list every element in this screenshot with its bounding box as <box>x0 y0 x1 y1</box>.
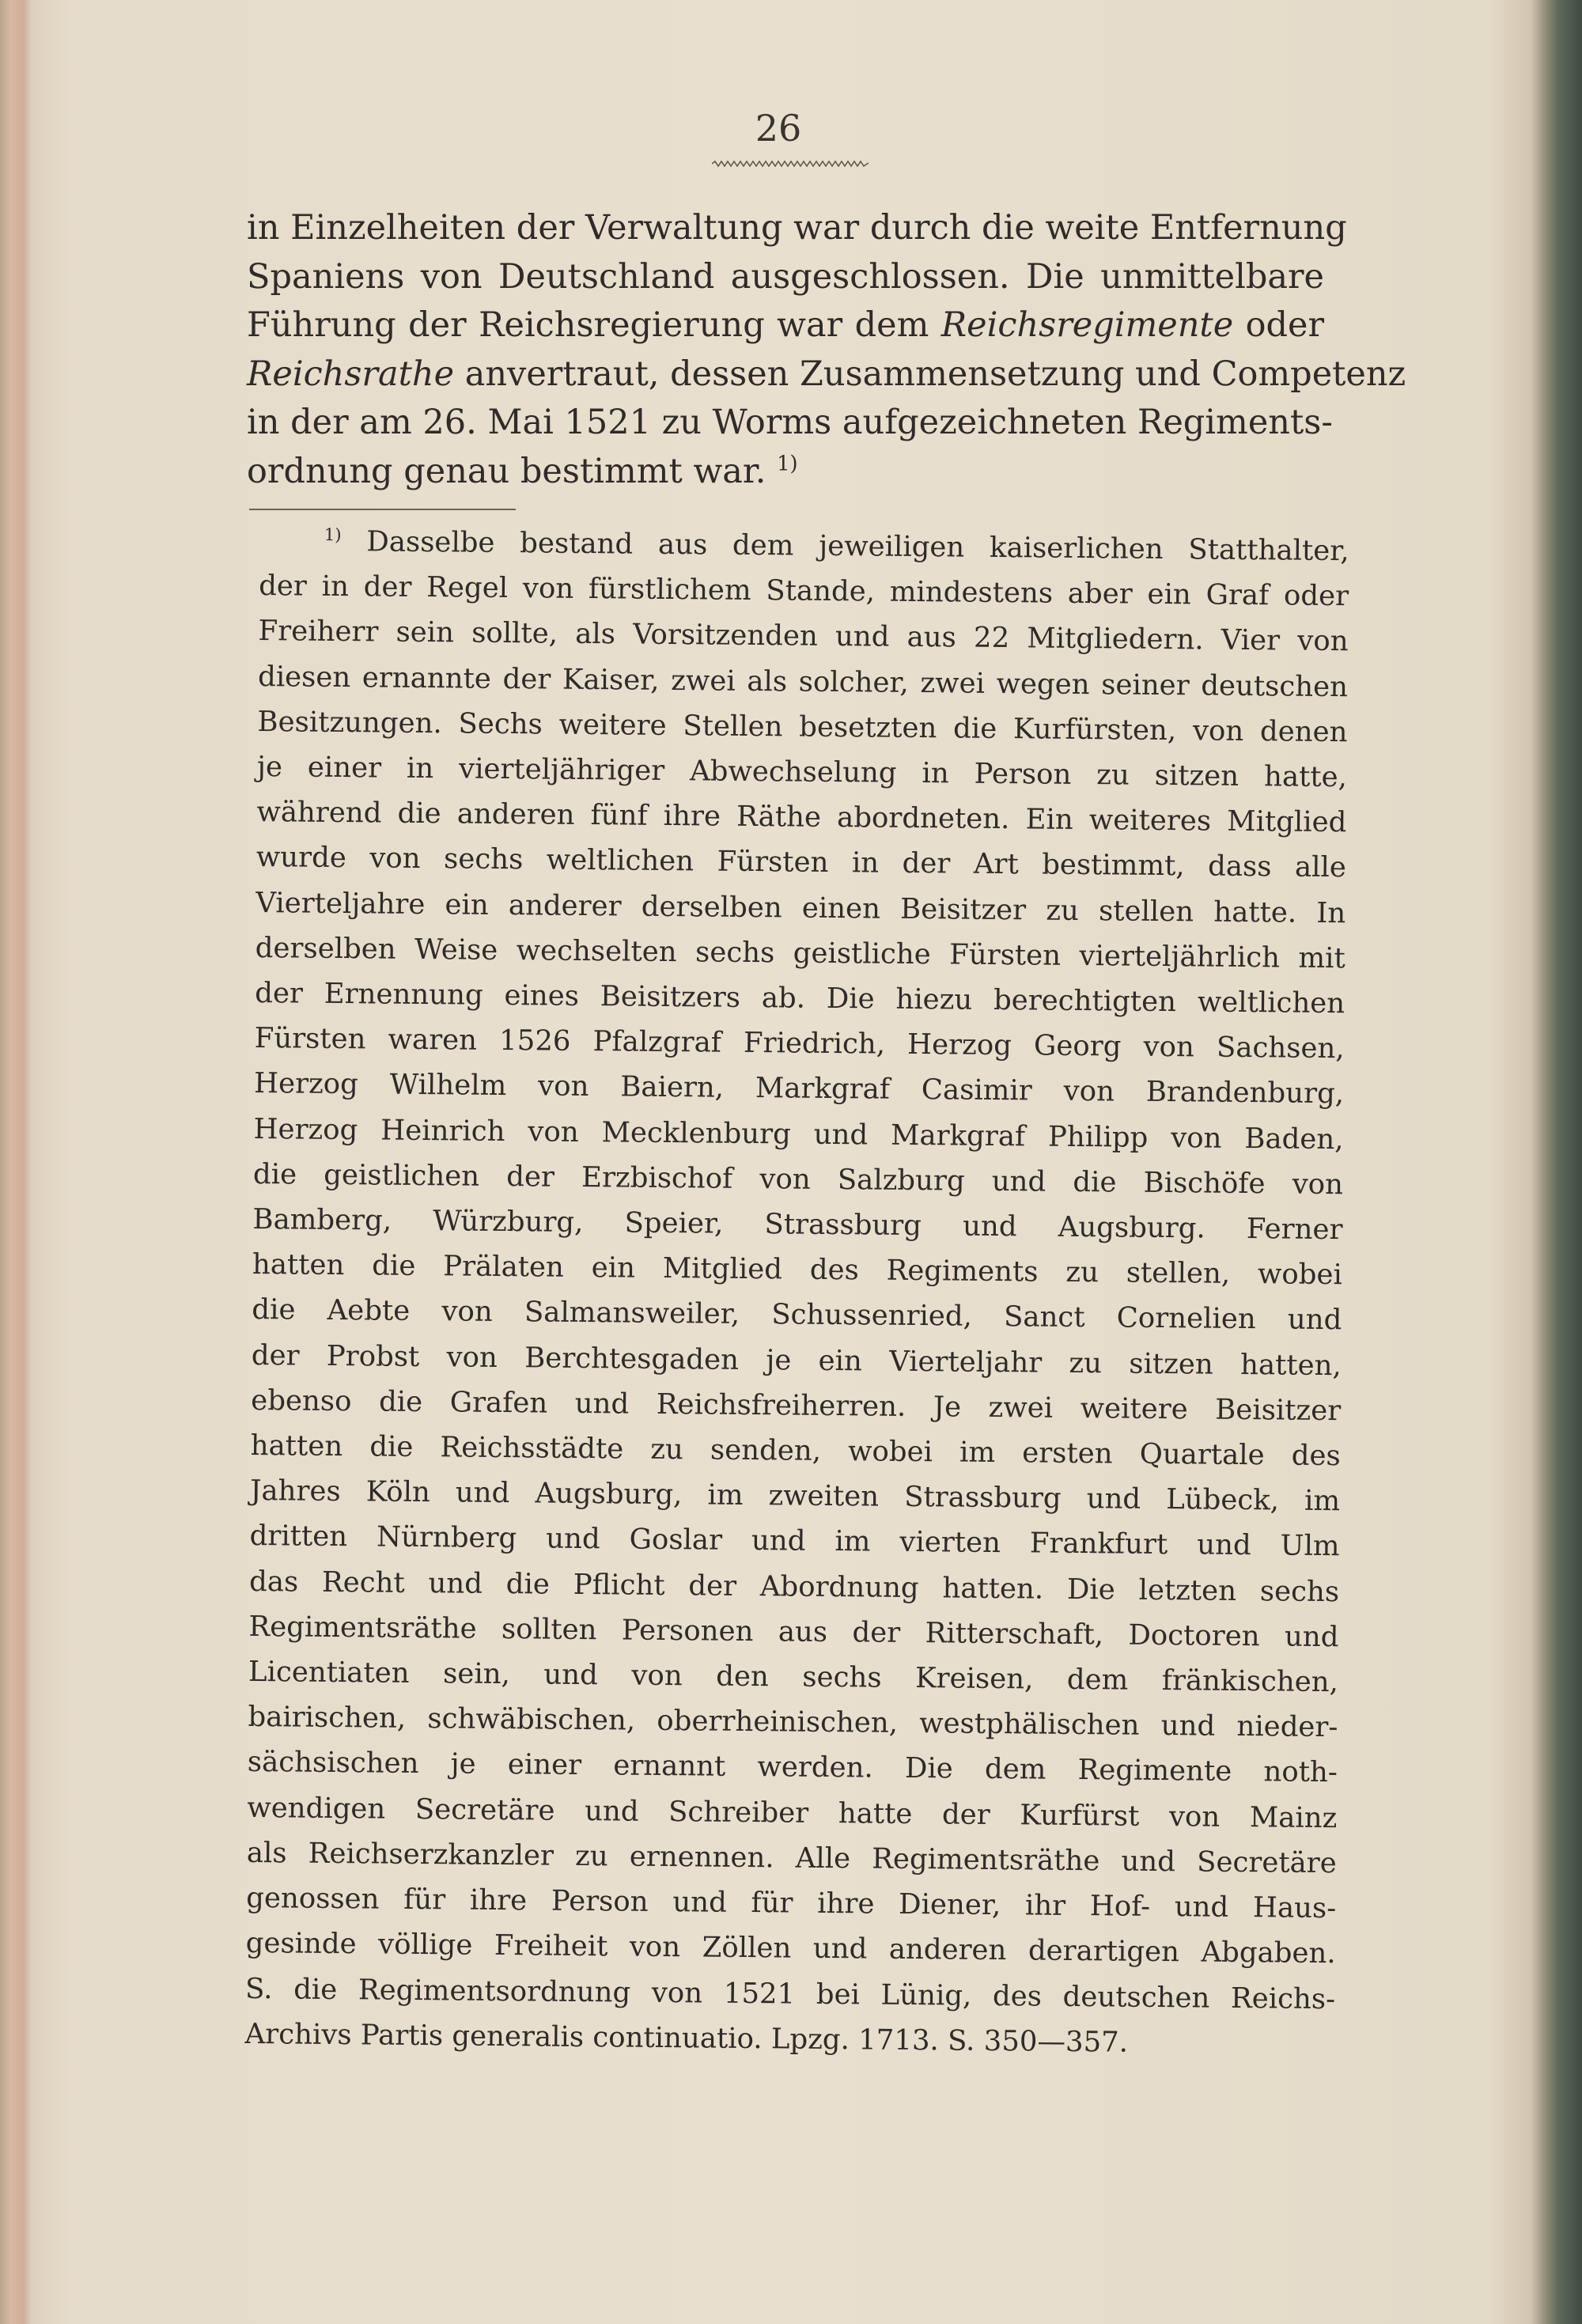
footnote-line: Fürsten waren 1526 Pfalzgraf Friedrich, Herzog Georg von Sachsen, <box>254 1022 1345 1065</box>
footnote-reference: 1) <box>777 452 798 476</box>
footnote <box>244 518 1349 2067</box>
footnote-marker: 1) <box>324 524 342 546</box>
text-span: oder <box>1245 305 1325 345</box>
footnote-line: gesinde völlige Freiheit von Zöllen und anderen derartigen Abgaben. <box>245 1927 1336 1970</box>
page-number: 26 <box>755 107 802 150</box>
footnote-line: Besitzungen. Sechs weitere Stellen besetzten die Kurfürsten, von denen <box>257 705 1348 749</box>
footnote-line: ebenso die Grafen und Reichsfreiherren. Je zwei weitere Beisitzer <box>251 1383 1342 1428</box>
text-span: Dasselbe bestand aus dem jeweiligen kaiserlichen Statthalter, <box>366 525 1349 568</box>
footnote-line: die Aebte von Salmansweiler, Schussenried, Sanct Cornelien und <box>252 1293 1342 1337</box>
footnote-line: Jahres Köln und Augsburg, im zweiten Strassburg und Lübeck, im <box>249 1474 1341 1518</box>
footnote-line: das Recht und die Pflicht der Abordnung hatten. Die letzten sechs <box>248 1565 1340 1608</box>
footnote-line: Licentiaten sein, und von den sechs Kreisen, dem fränkischen, <box>248 1656 1339 1699</box>
footnote-line: hatten die Reichsstädte zu senden, wobei im ersten Quartale des <box>250 1429 1341 1473</box>
footnote-line: S. die Regimentsordnung von 1521 bei Lünig, des deutschen Reichs- <box>244 1972 1336 2016</box>
footnote-line: wurde von sechs weltlichen Fürsten in der Art bestimmt, dass alle <box>255 841 1347 884</box>
footnote-line: Archivs Partis generalis continuatio. Lpzg. 1713. S. 350—357. <box>244 2017 1129 2059</box>
footnote-line: während die anderen fünf ihre Räthe abordneten. Ein weiteres Mitglied <box>256 796 1347 839</box>
footnote-line: die geistlichen der Erzbischof von Salzburg und die Bischöfe von <box>252 1157 1344 1202</box>
text-span: Führung der Reichsregierung war dem <box>247 305 929 345</box>
text-span: ordnung genau bestimmt war. <box>247 451 766 491</box>
decorative-wavy-rule <box>712 160 869 168</box>
footnote-line: Bamberg, Würzburg, Speier, Strassburg und Augsburg. Ferner <box>252 1203 1343 1247</box>
footnote-line: der in der Regel von fürstlichem Stande, mindestens aber ein Graf oder <box>258 570 1349 613</box>
text-span: anvertraut, dessen Zusammensetzung und Competenz <box>464 354 1406 394</box>
footnote-line: Herzog Heinrich von Mecklenburg und Markgraf Philipp von Baden, <box>253 1112 1344 1156</box>
footnote-line: genossen für ihre Person und für ihre Diener, ihr Hof- und Haus- <box>246 1882 1337 1925</box>
footnote-line: diesen ernannte der Kaiser, zwei als solcher, zwei wegen seiner deutschen <box>257 660 1349 703</box>
text-line <box>247 301 1324 350</box>
footnote-line: wendigen Secretäre und Schreiber hatte der Kurfürst von Mainz <box>247 1791 1338 1834</box>
footnote-line: dritten Nürnberg und Goslar und im vierten Frankfurt und Ulm <box>249 1520 1340 1563</box>
footnote-separator <box>249 509 516 510</box>
text-line <box>247 448 1324 497</box>
footnote-line: der Ernennung eines Beisitzers ab. Die hiezu berechtigten weltlichen <box>255 977 1345 1020</box>
italic-term: Reichsregimente <box>940 305 1234 345</box>
footnote-line: derselben Weise wechselten sechs geistliche Fürsten vierteljährlich mit <box>255 931 1345 975</box>
footnote-line: Herzog Wilhelm von Baiern, Markgraf Casimir von Brandenburg, <box>253 1067 1345 1111</box>
footnote-line: Vierteljahre ein anderer derselben einen Beisitzer zu stellen hatte. In <box>255 886 1346 929</box>
footnote-line: bairischen, schwäbischen, oberrheinischen, westphälischen und nieder- <box>248 1701 1338 1744</box>
footnote-line: sächsischen je einer ernannt werden. Die dem Regimente noth- <box>247 1746 1338 1789</box>
text-line: in der am 26. Mai 1521 zu Worms aufgezeichneten Regiments- <box>247 403 1333 442</box>
footnote-line: der Probst von Berchtesgaden je ein Vierteljahr zu sitzen hatten, <box>251 1338 1342 1382</box>
italic-term: Reichsrathe <box>247 354 455 394</box>
footnote-line: als Reichserzkanzler zu ernennen. Alle Regimentsräthe und Secretäre <box>246 1836 1337 1880</box>
footnote-line: Freiherr sein sollte, als Vorsitzenden und aus 22 Mitgliedern. Vier von <box>258 615 1349 658</box>
footnote-line: Regimentsräthe sollten Personen aus der Ritterschaft, Doctoren und <box>248 1610 1339 1654</box>
footnote-line: hatten die Prälaten ein Mitglied des Regiments zu stellen, wobei <box>252 1248 1343 1292</box>
text-line <box>247 350 1406 399</box>
main-paragraph <box>247 204 1406 496</box>
text-line: Spaniens von Deutschland ausgeschlossen. Die unmittelbare <box>247 256 1324 297</box>
footnote-line: je einer in vierteljähriger Abwechselung in Person zu sitzen hatte, <box>256 751 1348 794</box>
text-line: in Einzelheiten der Verwaltung war durch die weite Entfernung <box>247 208 1347 248</box>
